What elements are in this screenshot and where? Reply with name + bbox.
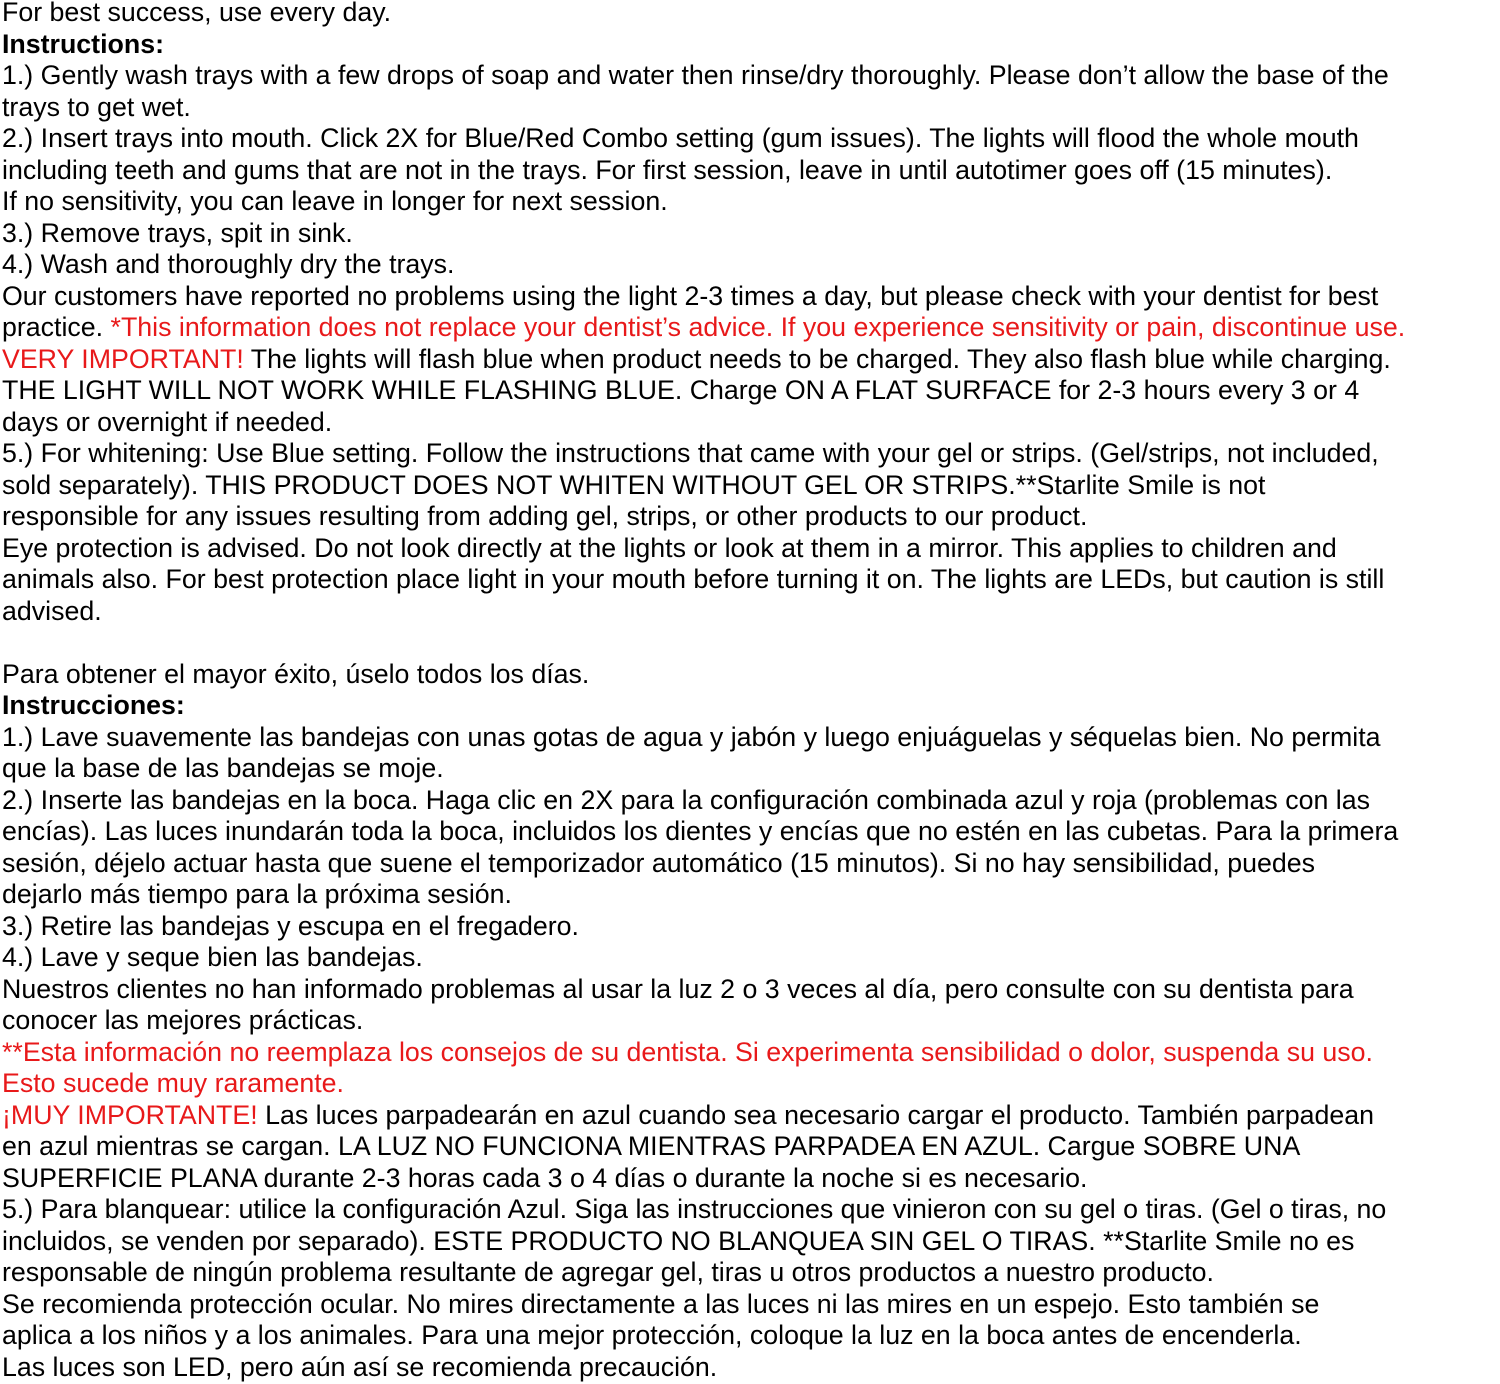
text-line: Nuestros clientes no han informado problemas al usar la luz 2 o 3 veces al día, pero consulte con su dentista para xyxy=(2,973,1354,1004)
text-line: Eye protection is advised. Do not look directly at the lights or look at them in a mirror. This applies to children and xyxy=(2,532,1337,563)
text-line: responsable de ningún problema resultante de agregar gel, tiras u otros productos a nuestro producto. xyxy=(2,1257,1214,1287)
text-line: **Esta información no reemplaza los consejos de su dentista. Si experimenta sensibilidad o dolor, suspenda su uso. xyxy=(2,1036,1373,1067)
text-line: Se recomienda protección ocular. No mires directamente a las luces ni las mires en un espejo. Esto también se xyxy=(2,1288,1320,1319)
text-line: 5.) For whitening: Use Blue setting. Follow the instructions that came with your gel or strips. (Gel/strips, not included, xyxy=(2,438,1379,468)
dentist-warning xyxy=(2,1037,1500,1100)
text-line: que la base de las bandejas se moje. xyxy=(2,753,444,783)
text-line: Our customers have reported no problems using the light 2-3 times a day, but please check with your dentist for best xyxy=(2,280,1379,311)
text-line: incluidos, se venden por separado). ESTE PRODUCTO NO BLANQUEA SIN GEL O TIRAS. **Starlite Smile no es xyxy=(2,1225,1355,1256)
text-line: 2.) Insert trays into mouth. Click 2X for Blue/Red Combo setting (gum issues). The lights will flood the whole mouth xyxy=(2,123,1359,153)
text-line: 1.) Lave suavemente las bandejas con unas gotas de agua y jabón y luego enjuáguelas y séquelas bien. No permita xyxy=(2,721,1381,752)
text-line: days or overnight if needed. xyxy=(2,406,333,437)
section-heading: Instrucciones: xyxy=(2,690,185,720)
charging-note xyxy=(2,344,1500,439)
text-line: Esto sucede muy raramente. xyxy=(2,1068,344,1098)
dentist-warning: *This information does not replace your dentist’s advice. If you experience sensitivity or pain, discontinue use. xyxy=(110,312,1406,342)
text-line: 5.) Para blanquear: utilice la configuración Azul. Siga las instrucciones que vinieron con su gel o tiras. (Gel o tiras, no xyxy=(2,1194,1387,1224)
step-1 xyxy=(2,722,1500,785)
english-section xyxy=(2,0,1500,627)
text-line: including teeth and gums that are not in the trays. For first session, leave in until autotimer goes off (15 minutes). xyxy=(2,154,1333,185)
text-line: If no sensitivity, you can leave in longer for next session. xyxy=(2,186,668,216)
text-line: 1.) Gently wash trays with a few drops of soap and water then rinse/dry thoroughly. Please don’t allow the base of the xyxy=(2,60,1389,90)
text-segment: The lights will flash blue when product needs to be charged. They also flash blue while charging. xyxy=(243,343,1391,374)
text-line xyxy=(2,312,1500,344)
text-segment: practice. xyxy=(2,312,111,342)
text-line xyxy=(2,344,1500,376)
text-line: conocer las mejores prácticas. xyxy=(2,1005,364,1035)
spanish-section xyxy=(2,659,1500,1384)
text-line: animals also. For best protection place light in your mouth before turning it on. The lights are LEDs, but caution is still xyxy=(2,564,1385,594)
intro-text: For best success, use every day. xyxy=(2,0,392,27)
text-segment: Las luces parpadearán en azul cuando sea necesario cargar el producto. También parpadean xyxy=(257,1099,1374,1130)
step-3: 3.) Retire las bandejas y escupa en el fregadero. xyxy=(2,910,579,941)
intro-text: Para obtener el mayor éxito, úselo todos los días. xyxy=(2,658,590,689)
customers-note xyxy=(2,281,1500,344)
text-line: sesión, déjelo actuar hasta que suene el temporizador automático (15 minutos). Si no hay sensibilidad, puedes xyxy=(2,847,1316,878)
text-line: SUPERFICIE PLANA durante 2-3 horas cada 3 o 4 días o durante la noche si es necesario. xyxy=(2,1162,1088,1193)
text-line: 2.) Inserte las bandejas en la boca. Haga clic en 2X para la configuración combinada azul y roja (problemas con las xyxy=(2,784,1370,815)
text-line: THE LIGHT WILL NOT WORK WHILE FLASHING BLUE. Charge ON A FLAT SURFACE for 2-3 hours every 3 or 4 xyxy=(2,375,1360,405)
text-line: Las luces son LED, pero aún así se recomienda precaución. xyxy=(2,1351,718,1382)
step-2 xyxy=(2,123,1500,218)
customers-note xyxy=(2,974,1500,1037)
text-line: aplica a los niños y a los animales. Para una mejor protección, coloque la luz en la boca antes de encenderla. xyxy=(2,1320,1302,1350)
step-3: 3.) Remove trays, spit in sink. xyxy=(2,217,353,248)
eye-protection-note xyxy=(2,533,1500,628)
step-1 xyxy=(2,60,1500,123)
step-2 xyxy=(2,785,1500,911)
section-spacer xyxy=(2,627,1500,659)
very-important-label: ¡MUY IMPORTANTE! xyxy=(2,1099,258,1130)
step-5 xyxy=(2,1194,1500,1289)
text-line: sold separately). THIS PRODUCT DOES NOT WHITEN WITHOUT GEL OR STRIPS.**Starlite Smile is not xyxy=(2,469,1266,500)
text-line: encías). Las luces inundarán toda la boca, incluidos los dientes y encías que no estén en las cubetas. Para la primera xyxy=(2,816,1399,846)
text-line: en azul mientras se cargan. LA LUZ NO FUNCIONA MIENTRAS PARPADEA EN AZUL. Cargue SOBRE UNA xyxy=(2,1131,1301,1161)
eye-protection-note xyxy=(2,1289,1500,1384)
section-heading: Instructions: xyxy=(2,28,164,59)
text-line: advised. xyxy=(2,595,102,626)
step-4: 4.) Wash and thoroughly dry the trays. xyxy=(2,249,455,279)
very-important-label: VERY IMPORTANT! xyxy=(2,343,244,374)
text-line: responsible for any issues resulting from adding gel, strips, or other products to our product. xyxy=(2,501,1088,531)
step-5 xyxy=(2,438,1500,533)
text-line: dejarlo más tiempo para la próxima sesión. xyxy=(2,879,512,909)
step-4: 4.) Lave y seque bien las bandejas. xyxy=(2,942,423,972)
text-line: trays to get wet. xyxy=(2,91,191,122)
charging-note xyxy=(2,1100,1500,1195)
text-line xyxy=(2,1100,1500,1132)
